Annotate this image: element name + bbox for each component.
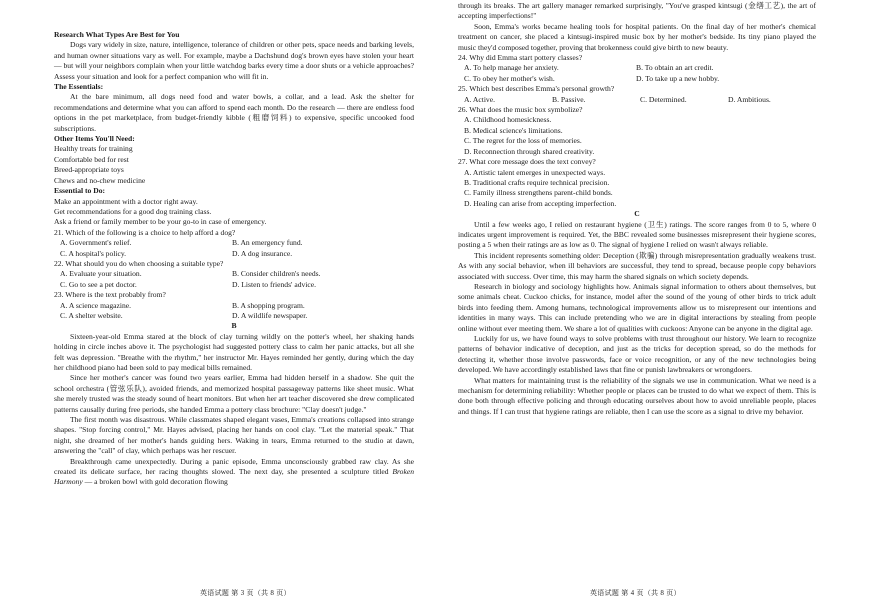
options-23: [54, 301, 414, 311]
option: B. Consider children's needs.: [232, 269, 321, 279]
option: B. To obtain an art credit.: [636, 63, 714, 73]
page-footer-left: 英语试题 第 3 页（共 8 页）: [200, 589, 291, 597]
option: D. Listen to friends' advice.: [232, 279, 317, 289]
option: D. A dog insurance.: [232, 248, 293, 258]
option: A. Government's relief.: [60, 238, 132, 248]
options-24: [458, 74, 816, 84]
options-21: [54, 249, 414, 259]
option: D. Reconnection through shared creativity.: [464, 146, 595, 156]
left-column: [54, 30, 414, 488]
option: C. The regret for the loss of memories.: [464, 136, 582, 146]
option: C. A shelter website.: [60, 310, 123, 320]
paragraph: Luckily for us, we have found ways to solve problems with trust throughout our history. We learn to recognize patterns of behavior indicative of deception, and just as the tricks for deception spread, so do the methods for detecting it, whether those involve passwords, face or voice recognition, or any of the new technologies being developed. We have accordingly established laws that fine or punish lawbreakers or wrongdoers.: [458, 334, 816, 375]
option: A. Evaluate your situation.: [60, 269, 142, 279]
option: A. Childhood homesickness.: [464, 115, 552, 125]
section-marker-c: C: [634, 209, 640, 219]
question-26: 26. What does the music box symbolize?: [458, 105, 583, 115]
option: A. Artistic talent emerges in unexpected ways.: [464, 167, 606, 177]
question-25: 25. Which best describes Emma's personal growth?: [458, 84, 615, 94]
paragraph: Soon, Emma's works became healing tools for hospital patients. On the final day of her mother's chemical treatment on cancer, she placed a kintsugi-inspired music box by her mother's bedside. Its tiny piano played the music they'd composed together, proving that brokenness could give birth to new beauty.: [458, 21, 816, 52]
option: C. Family illness strengthens parent-child bonds.: [464, 188, 613, 198]
option: C. A hospital's policy.: [60, 248, 127, 258]
sculpture-title: Broken Harmony: [54, 467, 414, 487]
paragraph: Until a few weeks ago, I relied on restaurant hygiene (卫生) ratings. The score ranges from 0 to 5, where 0 indicates urgent improvement is required. Yet, the BBC revealed some businesses misrepresent their hygiene scores, posting a 5 when their ratings are as low as 0. The signal of hygiene I relied on wasn't always reliable.: [458, 219, 816, 250]
option: D. Healing can arise from accepting imperfection.: [464, 198, 617, 208]
paragraph: [54, 457, 414, 488]
page-footer-right: 英语试题 第 4 页（共 8 页）: [590, 589, 681, 597]
paragraph: through its breaks. The art gallery manager remarked surprisingly, "You've grasped kintsugi (金缮工艺), the art of accepting imperfections!": [458, 1, 816, 21]
option: B. Passive.: [552, 94, 586, 104]
options-21: [54, 238, 414, 248]
option: B. Traditional crafts require technical precision.: [464, 177, 610, 187]
paragraph: Research in biology and sociology highlights how. Animals signal information to others about themselves, but some animals cheat. Cuckoo chicks, for instance, model after the sound of the young of other birds to trick adult birds into feeding them. Among humans, technological improvements allow us to misrepresent our intentions and identities in many ways. This can include pretending who we are in digital interactions by stealing from people online without ever meeting them. We share a lot of qualities with cuckoos: Anyone can be anyone in the digital age.: [458, 281, 816, 333]
text-run: — a broken bowl with gold decoration flowing: [82, 477, 228, 487]
option: A. A science magazine.: [60, 300, 132, 310]
question-21: 21. Which of the following is a choice to help afford a dog?: [54, 227, 236, 237]
question-24: 24. Why did Emma start pottery classes?: [458, 53, 583, 63]
question-23: 23. Where is the text probably from?: [54, 290, 166, 300]
text-run: Breakthrough came unexpectedly. During a panic episode, Emma unconsciously grabbed raw clay. As she created its delicate surface, her racing thoughts slowed. The next day, she presented a sculpture titled: [54, 456, 414, 477]
options-25: [458, 95, 816, 105]
subheading-other-items: Other Items You'll Need:: [54, 134, 135, 144]
option: B. Medical science's limitations.: [464, 125, 563, 135]
option: A. Active.: [464, 94, 496, 104]
option: D. Ambitious.: [728, 94, 771, 104]
paragraph: What matters for maintaining trust is the reliability of the signals we use in communication. What we need is a mechanism for determining reliability: Whether people or places can be trusted to do what we expect of them. This is done both through effective policing and through educating ourselves about how to avoid unreliable people, places and things. If I can trust that hygiene ratings are reliable, then I can use the score as a signal to drive my behavior.: [458, 375, 816, 416]
paragraph: Since her mother's cancer was found two years earlier, Emma had hidden herself in a shadow. She quit the school orchestra (管弦乐队), avoided friends, and memorized hospital passageway patterns like sheet music. What she merely trusted was the steady sound of heart monitors. But when her art teacher discovered she drew complicated patterns causally during free periods, she handed Emma a pottery class brochure: "Clay doesn't judge.": [54, 373, 414, 414]
list-item: Make an appointment with a doctor right away.: [54, 196, 198, 206]
list-item: Ask a friend or family member to be your go-to in case of emergency.: [54, 217, 267, 227]
option: C. Determined.: [640, 94, 687, 104]
paragraph: Dogs vary widely in size, nature, intelligence, tolerance of children or other pets, space needs and barking levels, and human owner situations vary as well. For example, maybe a Dachshund dog's brown eyes have stolen your heart — but will your neighbors complain when your little watchdog barks every time a door shuts or a vehicle approaches? Assess your situation and look for a perfect companion who will fit in.: [54, 40, 414, 81]
right-column: [458, 1, 816, 417]
paragraph: The first month was disastrous. While classmates shaped elegant vases, Emma's creations collapsed into strange shapes. "Stop forcing control," Mr. Hayes advised, placing her hands on cool clay. "Let the material speak." That night, she dreamed of her mother's hands guiding hers. Waking in tears, Emma returned to the studio at dawn, answering the "call" of clay, which perhaps was her rescuer.: [54, 415, 414, 456]
options-24: [458, 63, 816, 73]
paragraph: At the bare minimum, all dogs need food and water bowls, a collar, and a lead. Ask the shelter for recommendations and determine what you can afford to spend each month. Do the research — there are endless food options in the pet marketplace, from budget-friendly kibble (粗磨饲料) to expensive, specific uncooked food subscriptions.: [54, 92, 414, 133]
list-item: Get recommendations for a good dog training class.: [54, 206, 212, 216]
paragraph: Sixteen-year-old Emma stared at the block of clay turning wildly on the potter's wheel, her shaking hands holding in circle inches above it. The psychologist had suggested pottery class to calm her panic attacks, but all she felt was depression. "Breathe with the rhythm," her instructor Mr. Hayes reminded her gently, during which the day her childhood piano had been sold to pay medical bills remained.: [54, 331, 414, 372]
option: C. To obey her mother's wish.: [464, 73, 555, 83]
question-27: 27. What core message does the text convey?: [458, 157, 596, 167]
options-23: [54, 311, 414, 321]
option: C. Go to see a pet doctor.: [60, 279, 137, 289]
subheading-essentials: The Essentials:: [54, 82, 104, 92]
options-22: [54, 269, 414, 279]
paragraph: This incident represents something older: Deception (欺骗) through misrepresentation gradually weakens trust. As with any social behavior, when ill behaviors are successful, they tend to spread, because people copy behaviors associated with success. Over time, this may harm the shared signals on which society depends.: [458, 250, 816, 281]
list-item: Breed-appropriate toys: [54, 165, 124, 175]
passage-title: Research What Types Are Best for You: [54, 30, 180, 39]
option: D. To take up a new hobby.: [636, 73, 720, 83]
option: B. A shopping program.: [232, 300, 305, 310]
options-22: [54, 280, 414, 290]
question-22: 22. What should you do when choosing a suitable type?: [54, 258, 224, 268]
list-item: Healthy treats for training: [54, 144, 133, 154]
option: A. To help manage her anxiety.: [464, 63, 559, 73]
subheading-todo: Essential to Do:: [54, 186, 106, 196]
list-item: Chews and no-chew medicine: [54, 175, 146, 185]
section-marker-b: B: [231, 321, 237, 331]
option: D. A wildlife newspaper.: [232, 310, 308, 320]
option: B. An emergency fund.: [232, 238, 303, 248]
list-item: Comfortable bed for rest: [54, 154, 129, 164]
